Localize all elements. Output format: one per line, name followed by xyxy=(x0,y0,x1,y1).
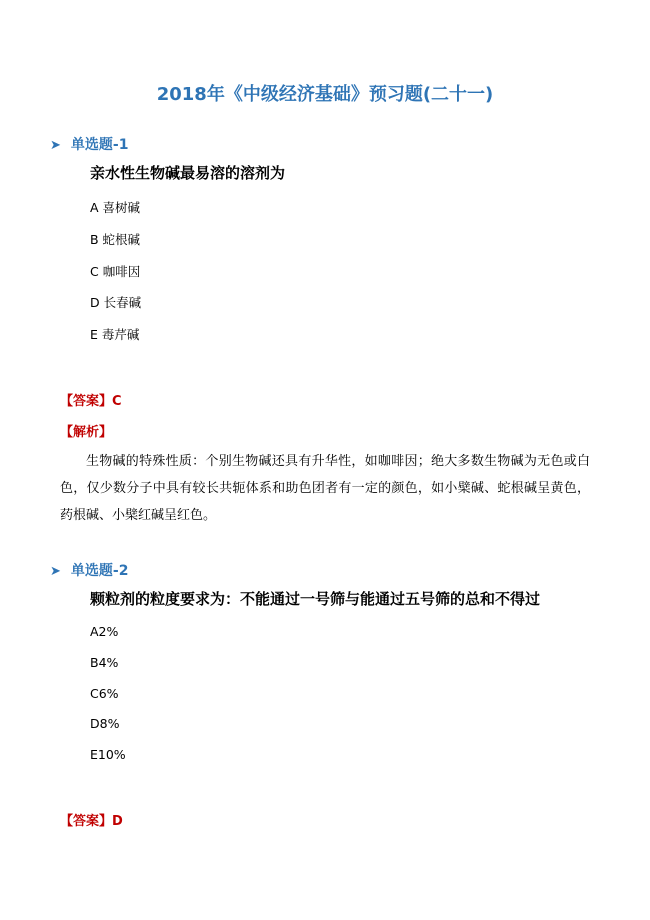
section-heading-2 xyxy=(50,560,128,580)
analysis-text-1: 生物碱的特殊性质：个别生物碱还具有升华性，如咖啡因；绝大多数生物碱为无色或白色，仅少数分子中具有较长共轭体系和助色团者有一定的颜色，如小檗碱、蛇根碱呈黄色，药根碱、小檗红碱呈红色。 xyxy=(60,454,590,523)
option-a: A 喜树碱 xyxy=(90,200,141,215)
answer-label-2: 【答案】D xyxy=(60,814,123,829)
arrow-bullet-icon: ➤ xyxy=(50,564,61,579)
question-stem-1: 亲水性生物碱最易溶的溶剂为 xyxy=(90,164,286,182)
section-label: 单选题-2 xyxy=(70,563,129,579)
section-label: 单选题-1 xyxy=(70,137,129,153)
option-d: D8% xyxy=(90,716,120,731)
analysis-label-1: 【解析】 xyxy=(60,425,113,440)
option-d: D 长春碱 xyxy=(90,295,142,310)
option-b: B 蛇根碱 xyxy=(90,232,141,247)
arrow-bullet-icon: ➤ xyxy=(50,138,61,153)
answer-label-1: 【答案】C xyxy=(60,394,122,409)
option-a: A2% xyxy=(90,624,119,639)
option-e: E10% xyxy=(90,747,126,762)
page-title: 2018年《中级经济基础》预习题(二十一) xyxy=(156,84,494,105)
question-stem-2: 颗粒剂的粒度要求为：不能通过一号筛与能通过五号筛的总和不得过 xyxy=(90,590,541,608)
option-e: E 毒芹碱 xyxy=(90,327,140,342)
section-heading-1 xyxy=(50,134,128,154)
option-c: C 咖啡因 xyxy=(90,264,141,279)
option-b: B4% xyxy=(90,655,119,670)
option-c: C6% xyxy=(90,686,119,701)
